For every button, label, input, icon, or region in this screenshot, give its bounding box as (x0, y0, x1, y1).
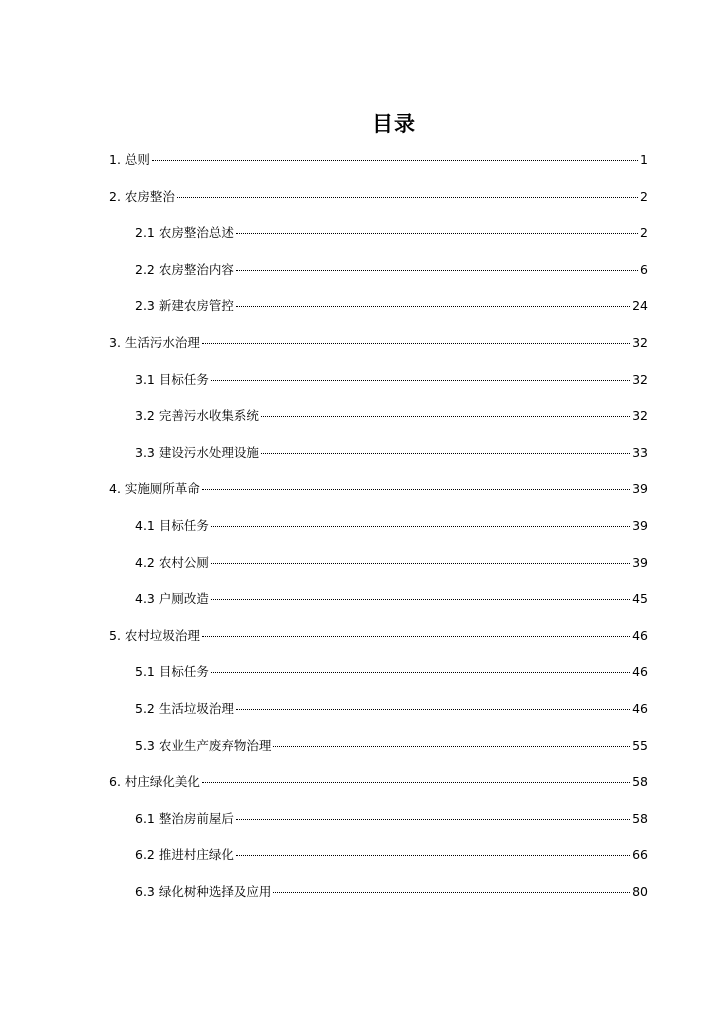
toc-dot-leader (152, 160, 638, 161)
toc-entry[interactable] (135, 664, 648, 680)
toc-entry-page-number: 32 (632, 372, 648, 387)
toc-entry-page-number: 45 (632, 591, 648, 606)
toc-entry-page-number: 2 (640, 189, 648, 204)
toc-entry-page-number: 46 (632, 701, 648, 716)
toc-entry[interactable] (109, 335, 648, 351)
toc-entry-page-number: 80 (632, 884, 648, 899)
toc-entry[interactable] (135, 738, 648, 754)
toc-entry-page-number: 46 (632, 628, 648, 643)
toc-entry[interactable] (109, 189, 648, 205)
toc-dot-leader (236, 855, 630, 856)
toc-entry-page-number: 6 (640, 262, 648, 277)
toc-dot-leader (202, 489, 630, 490)
toc-entry[interactable] (109, 481, 648, 497)
toc-entry-label: 1. 总则 (109, 152, 150, 167)
toc-entry-page-number: 55 (632, 738, 648, 753)
toc-entry[interactable] (135, 408, 648, 424)
toc-entry-label: 2.1 农房整治总述 (135, 225, 234, 240)
toc-title: 目录 (372, 112, 416, 136)
toc-entry-label: 2.2 农房整治内容 (135, 262, 234, 277)
toc-entry-label: 3.3 建设污水处理设施 (135, 445, 259, 460)
toc-entry[interactable] (135, 591, 648, 607)
toc-entry[interactable] (135, 225, 648, 241)
toc-entry-label: 4.1 目标任务 (135, 518, 209, 533)
toc-entry-label: 4. 实施厕所革命 (109, 481, 200, 496)
toc-entry[interactable] (135, 262, 648, 278)
toc-entry-page-number: 24 (632, 298, 648, 313)
toc-entry-label: 6.3 绿化树种选择及应用 (135, 884, 272, 899)
toc-dot-leader (211, 563, 630, 564)
toc-entry[interactable] (135, 884, 648, 900)
toc-entry-page-number: 58 (632, 811, 648, 826)
toc-entry[interactable] (135, 701, 648, 717)
toc-entry[interactable] (109, 774, 648, 790)
toc-entry-label: 5.3 农业生产废弃物治理 (135, 738, 272, 753)
toc-entry[interactable] (109, 628, 648, 644)
toc-entry-page-number: 33 (632, 445, 648, 460)
toc-dot-leader (177, 197, 638, 198)
toc-entry-page-number: 1 (640, 152, 648, 167)
toc-entry[interactable] (135, 298, 648, 314)
toc-dot-leader (202, 343, 630, 344)
toc-entry-page-number: 46 (632, 664, 648, 679)
toc-entry[interactable] (135, 518, 648, 534)
toc-entry-page-number: 2 (640, 225, 648, 240)
toc-dot-leader (211, 526, 630, 527)
toc-entry[interactable] (109, 152, 648, 168)
toc-entry-label: 3. 生活污水治理 (109, 335, 200, 350)
toc-entry-label: 6. 村庄绿化美化 (109, 774, 200, 789)
toc-entry-page-number: 39 (632, 518, 648, 533)
toc-dot-leader (236, 709, 630, 710)
toc-entry-label: 6.2 推进村庄绿化 (135, 847, 234, 862)
toc-entry-label: 4.3 户厕改造 (135, 591, 209, 606)
toc-entry[interactable] (135, 372, 648, 388)
toc-entry-page-number: 39 (632, 555, 648, 570)
toc-entry-page-number: 66 (632, 847, 648, 862)
toc-entry[interactable] (135, 847, 648, 863)
toc-dot-leader (202, 636, 630, 637)
toc-entry-label: 5.2 生活垃圾治理 (135, 701, 234, 716)
toc-entry-page-number: 32 (632, 335, 648, 350)
toc-dot-leader (261, 453, 630, 454)
toc-entry-label: 3.1 目标任务 (135, 372, 209, 387)
toc-entry-label: 6.1 整治房前屋后 (135, 811, 234, 826)
toc-dot-leader (236, 819, 630, 820)
toc-dot-leader (211, 599, 630, 600)
toc-entry-page-number: 32 (632, 408, 648, 423)
toc-dot-leader (273, 746, 630, 747)
toc-dot-leader (273, 892, 630, 893)
toc-dot-leader (261, 416, 630, 417)
toc-dot-leader (211, 672, 630, 673)
toc-entry-label: 2. 农房整治 (109, 189, 175, 204)
toc-entry-label: 3.2 完善污水收集系统 (135, 408, 259, 423)
toc-entry[interactable] (135, 445, 648, 461)
toc-entry[interactable] (135, 555, 648, 571)
toc-dot-leader (236, 270, 638, 271)
toc-dot-leader (202, 782, 630, 783)
toc-dot-leader (211, 380, 630, 381)
toc-entry-page-number: 39 (632, 481, 648, 496)
toc-entry[interactable] (135, 811, 648, 827)
toc-entry-label: 5. 农村垃圾治理 (109, 628, 200, 643)
toc-entry-page-number: 58 (632, 774, 648, 789)
toc-entry-label: 2.3 新建农房管控 (135, 298, 234, 313)
toc-entry-label: 5.1 目标任务 (135, 664, 209, 679)
toc-entry-label: 4.2 农村公厕 (135, 555, 209, 570)
toc-dot-leader (236, 233, 638, 234)
toc-dot-leader (236, 306, 630, 307)
